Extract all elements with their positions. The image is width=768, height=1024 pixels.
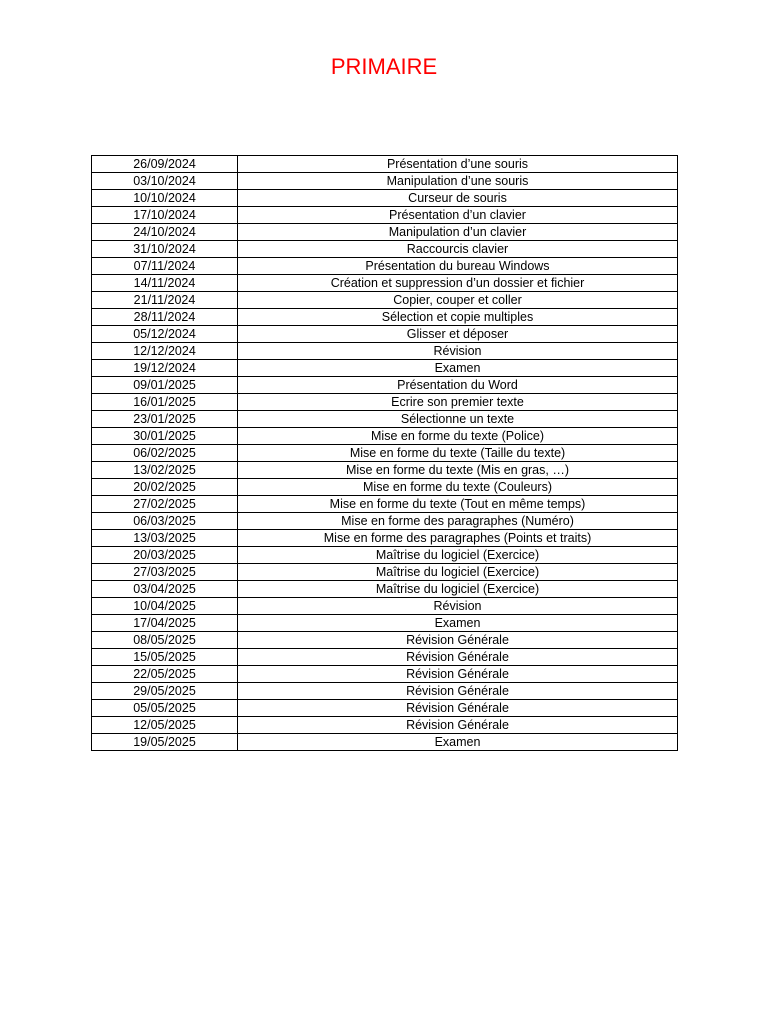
date-cell: 27/02/2025 bbox=[92, 496, 238, 513]
topic-cell: Présentation du Word bbox=[238, 377, 678, 394]
date-cell: 14/11/2024 bbox=[92, 275, 238, 292]
table-row bbox=[92, 666, 678, 683]
topic-cell: Manipulation d’un clavier bbox=[238, 224, 678, 241]
date-cell: 05/12/2024 bbox=[92, 326, 238, 343]
table-row bbox=[92, 615, 678, 632]
table-row bbox=[92, 292, 678, 309]
table-row bbox=[92, 377, 678, 394]
date-cell: 27/03/2025 bbox=[92, 564, 238, 581]
table-row bbox=[92, 683, 678, 700]
topic-cell: Maîtrise du logiciel (Exercice) bbox=[238, 547, 678, 564]
table-row bbox=[92, 156, 678, 173]
table-row bbox=[92, 445, 678, 462]
table-row bbox=[92, 632, 678, 649]
table-row bbox=[92, 428, 678, 445]
date-cell: 03/10/2024 bbox=[92, 173, 238, 190]
table-row bbox=[92, 190, 678, 207]
table-row bbox=[92, 649, 678, 666]
table-row bbox=[92, 241, 678, 258]
date-cell: 06/03/2025 bbox=[92, 513, 238, 530]
date-cell: 20/02/2025 bbox=[92, 479, 238, 496]
topic-cell: Révision Générale bbox=[238, 717, 678, 734]
topic-cell: Maîtrise du logiciel (Exercice) bbox=[238, 564, 678, 581]
table-row bbox=[92, 547, 678, 564]
date-cell: 31/10/2024 bbox=[92, 241, 238, 258]
table-row bbox=[92, 530, 678, 547]
topic-cell: Mise en forme du texte (Taille du texte) bbox=[238, 445, 678, 462]
date-cell: 12/05/2025 bbox=[92, 717, 238, 734]
topic-cell: Mise en forme des paragraphes (Points et traits) bbox=[238, 530, 678, 547]
schedule-body bbox=[92, 156, 678, 751]
date-cell: 22/05/2025 bbox=[92, 666, 238, 683]
date-cell: 17/10/2024 bbox=[92, 207, 238, 224]
date-cell: 05/05/2025 bbox=[92, 700, 238, 717]
table-row bbox=[92, 462, 678, 479]
topic-cell: Glisser et déposer bbox=[238, 326, 678, 343]
date-cell: 20/03/2025 bbox=[92, 547, 238, 564]
topic-cell: Révision Générale bbox=[238, 649, 678, 666]
table-row bbox=[92, 734, 678, 751]
topic-cell: Ecrire son premier texte bbox=[238, 394, 678, 411]
topic-cell: Présentation du bureau Windows bbox=[238, 258, 678, 275]
page-title: PRIMAIRE bbox=[330, 54, 438, 79]
date-cell: 23/01/2025 bbox=[92, 411, 238, 428]
topic-cell: Examen bbox=[238, 360, 678, 377]
table-row bbox=[92, 258, 678, 275]
topic-cell: Révision bbox=[238, 598, 678, 615]
topic-cell: Mise en forme du texte (Mis en gras, …) bbox=[238, 462, 678, 479]
date-cell: 29/05/2025 bbox=[92, 683, 238, 700]
date-cell: 28/11/2024 bbox=[92, 309, 238, 326]
table-row bbox=[92, 224, 678, 241]
table-row bbox=[92, 581, 678, 598]
table-row bbox=[92, 343, 678, 360]
date-cell: 06/02/2025 bbox=[92, 445, 238, 462]
table-row bbox=[92, 564, 678, 581]
topic-cell: Mise en forme du texte (Tout en même temps) bbox=[238, 496, 678, 513]
topic-cell: Copier, couper et coller bbox=[238, 292, 678, 309]
topic-cell: Curseur de souris bbox=[238, 190, 678, 207]
topic-cell: Sélection et copie multiples bbox=[238, 309, 678, 326]
date-cell: 16/01/2025 bbox=[92, 394, 238, 411]
table-row bbox=[92, 207, 678, 224]
table-row bbox=[92, 496, 678, 513]
topic-cell: Révision Générale bbox=[238, 666, 678, 683]
table-row bbox=[92, 309, 678, 326]
table-row bbox=[92, 326, 678, 343]
schedule-table bbox=[91, 155, 678, 751]
topic-cell: Raccourcis clavier bbox=[238, 241, 678, 258]
table-row bbox=[92, 513, 678, 530]
topic-cell: Mise en forme des paragraphes (Numéro) bbox=[238, 513, 678, 530]
table-row bbox=[92, 717, 678, 734]
table-row bbox=[92, 700, 678, 717]
date-cell: 24/10/2024 bbox=[92, 224, 238, 241]
topic-cell: Manipulation d’une souris bbox=[238, 173, 678, 190]
topic-cell: Présentation d’une souris bbox=[238, 156, 678, 173]
table-row bbox=[92, 360, 678, 377]
date-cell: 21/11/2024 bbox=[92, 292, 238, 309]
topic-cell: Sélectionne un texte bbox=[238, 411, 678, 428]
topic-cell: Création et suppression d’un dossier et fichier bbox=[238, 275, 678, 292]
topic-cell: Présentation d’un clavier bbox=[238, 207, 678, 224]
topic-cell: Examen bbox=[238, 615, 678, 632]
date-cell: 15/05/2025 bbox=[92, 649, 238, 666]
topic-cell: Examen bbox=[238, 734, 678, 751]
date-cell: 13/03/2025 bbox=[92, 530, 238, 547]
topic-cell: Mise en forme du texte (Police) bbox=[238, 428, 678, 445]
table-row bbox=[92, 479, 678, 496]
date-cell: 12/12/2024 bbox=[92, 343, 238, 360]
table-row bbox=[92, 394, 678, 411]
table-row bbox=[92, 173, 678, 190]
date-cell: 19/05/2025 bbox=[92, 734, 238, 751]
topic-cell: Maîtrise du logiciel (Exercice) bbox=[238, 581, 678, 598]
date-cell: 08/05/2025 bbox=[92, 632, 238, 649]
topic-cell: Révision Générale bbox=[238, 632, 678, 649]
date-cell: 09/01/2025 bbox=[92, 377, 238, 394]
topic-cell: Mise en forme du texte (Couleurs) bbox=[238, 479, 678, 496]
date-cell: 17/04/2025 bbox=[92, 615, 238, 632]
date-cell: 30/01/2025 bbox=[92, 428, 238, 445]
date-cell: 07/11/2024 bbox=[92, 258, 238, 275]
topic-cell: Révision Générale bbox=[238, 683, 678, 700]
date-cell: 10/04/2025 bbox=[92, 598, 238, 615]
date-cell: 10/10/2024 bbox=[92, 190, 238, 207]
table-row bbox=[92, 411, 678, 428]
date-cell: 03/04/2025 bbox=[92, 581, 238, 598]
topic-cell: Révision Générale bbox=[238, 700, 678, 717]
date-cell: 19/12/2024 bbox=[92, 360, 238, 377]
date-cell: 26/09/2024 bbox=[92, 156, 238, 173]
date-cell: 13/02/2025 bbox=[92, 462, 238, 479]
table-row bbox=[92, 275, 678, 292]
table-row bbox=[92, 598, 678, 615]
topic-cell: Révision bbox=[238, 343, 678, 360]
